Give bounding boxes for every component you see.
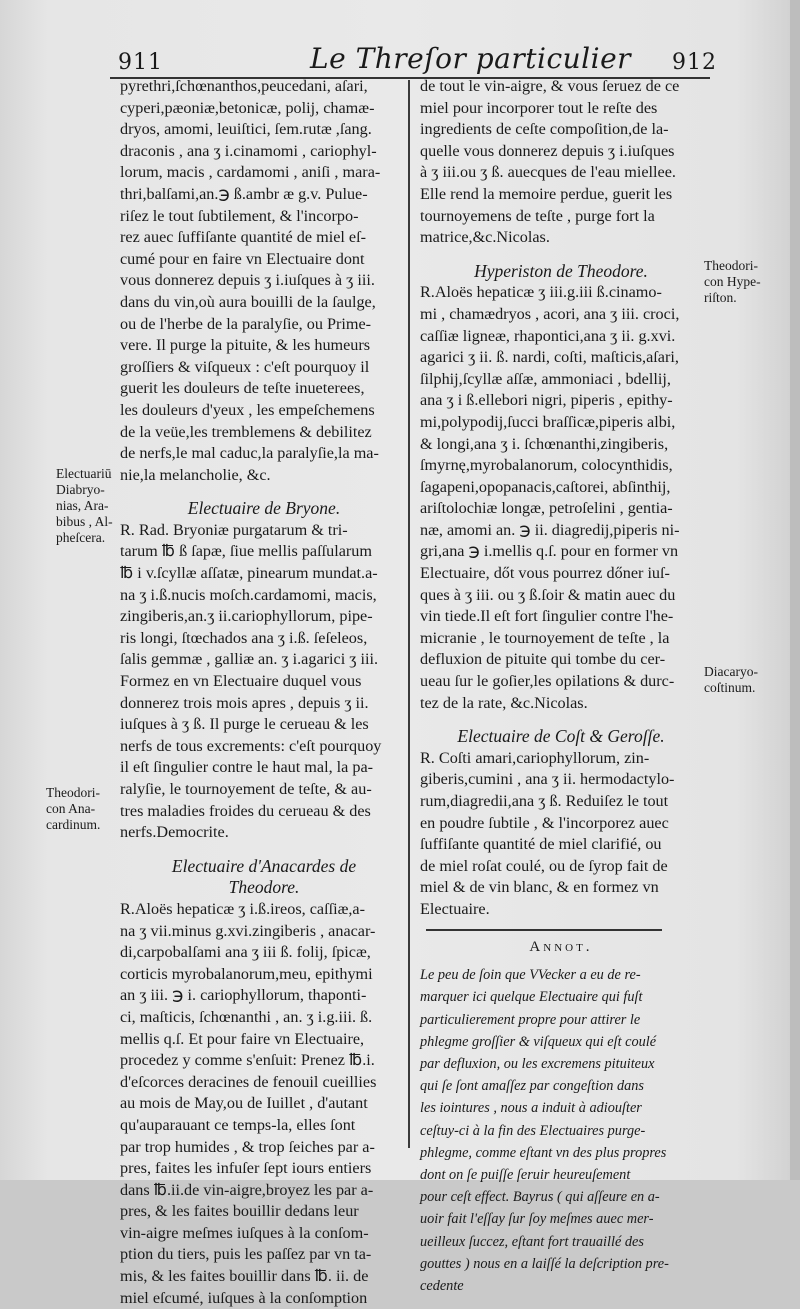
text-line: de miel roſat coulé, ou de ſyrop fait de [420, 856, 668, 875]
annotation-line: marquer ici quelque Electuaire qui fuſt [420, 989, 643, 1006]
heading-anacardes-2: Theodore. [228, 877, 300, 898]
heading-cost-gerofle: Electuaire de Coſt & Geroſſe. [457, 726, 665, 747]
text-line: nerfs de tous excrements: c'eſt pourquoy [120, 736, 382, 755]
annotation-line: les iointures , nous a induit à adiouſter [420, 1100, 642, 1117]
text-line: donnerez trois mois apres , depuis ʒ ii. [120, 693, 369, 712]
margin-line: con Hype- [704, 274, 761, 289]
text-line: R. Rad. Bryoniæ purgatarum & tri- [120, 520, 348, 539]
text-line: guerit les douleurs de teſte inueterees, [120, 379, 365, 398]
text-line: matrice,&c.Nicolas. [420, 228, 550, 247]
text-line: en poudre ſubtile , & l'incorporez auec [420, 813, 669, 832]
text-line: agarici ʒ ii. ß. nardi, coſti, maſticis,aſari, [420, 348, 679, 367]
text-line: mellis q.ſ. Et pour faire vn Electuaire, [120, 1029, 365, 1048]
text-line: R.Aloës hepaticæ ʒ iii.g.iii ß.cinamo- [420, 283, 662, 302]
text-line: an ʒ iii. ℈ i. cariophyllorum, thaponti- [120, 986, 367, 1005]
annotation-line: gouttes ) nous en a laiſſé la deſcription pre- [420, 1255, 669, 1272]
text-line: à ʒ iii.ou ʒ ß. auecques de l'eau miellee. [420, 163, 676, 182]
text-line: giberis,cumini , ana ʒ ii. hermodactylo- [420, 770, 675, 789]
text-line: quelle vous donnerez depuis ʒ i.iuſques [420, 141, 675, 160]
text-line: tres maladies froides du cerueau & des [120, 801, 371, 820]
text-line: pyrethri,ſchœnanthos,peucedani, aſari, [120, 77, 368, 95]
text-line: miel eſcumé, iuſques à la conſomption [120, 1288, 368, 1307]
text-line: mi,polypodij,ſucci braſſicæ,piperis albi, [420, 412, 676, 431]
text-line: cumé pour en faire vn Electuaire dont [120, 249, 365, 268]
text-line: tez de la rate, &c.Nicolas. [420, 693, 588, 712]
text-line: pres, faites les infuſer ſept iours entiers [120, 1159, 372, 1178]
text-line: nie,la melancholie, &c. [120, 465, 271, 484]
text-block-anacardes [120, 899, 408, 1309]
heading-bryone: Electuaire de Bryone. [187, 498, 341, 519]
text-line: R. Coſti amari,cariophyllorum, zin- [420, 748, 650, 767]
text-line: vere. Il purge la pituite, & les humeurs [120, 336, 371, 355]
text-line: thri,balſami,an.℈ ß.ambr æ g.v. Pulue- [120, 184, 368, 203]
text-line: di,carpobalſami ana ʒ iii ß. folij, ſpicæ, [120, 943, 371, 962]
column-divider [408, 80, 410, 1148]
text-line: corticis myrobalanorum,meu, epithymi [120, 964, 373, 983]
margin-note-theodoricon-hyperiston [704, 258, 761, 306]
text-line: dryos, amomi, leuiſtici, ſem.rutæ ,ſang. [120, 120, 372, 139]
margin-line: Theodori- [704, 258, 758, 273]
left-column [120, 76, 408, 1309]
text-line: de tout le vin-aigre, & vous ſeruez de ce [420, 77, 680, 95]
annotation-line: ceſtuy-ci à la fin des Electuaires purge- [420, 1122, 646, 1139]
text-line: dans du vin,où aura bouilli de la ſaulge, [120, 292, 376, 311]
margin-line: cardinum. [46, 817, 101, 832]
text-line: ſmyrnę,myrobalanorum, colocynthidis, [420, 456, 673, 475]
text-line: næ, amomi an. ℈ ii. diagredij,piperis ni- [420, 520, 680, 539]
text-line: nerfs.Democrite. [120, 823, 229, 842]
text-line: iuſques à ʒ ß. Il purge le cerueau & les [120, 715, 369, 734]
annotation-line: uoir fait l'eſſay ſur ſoy meſmes auec mer- [420, 1211, 654, 1228]
text-block-bryone [120, 520, 408, 844]
annotation-line: ueilleux ſuccez, eſtant fort trauaillé des [420, 1233, 644, 1250]
text-line: mi , chamædryos , acori, ana ʒ iii. croci, [420, 304, 680, 323]
text-line: ſagapeni,opopanacis,caſtorei, abſinthij, [420, 477, 671, 496]
margin-line: Electuariū [56, 466, 112, 481]
text-line: Formez en vn Electuaire duquel vous [120, 672, 362, 691]
text-block-hyperiston [420, 282, 702, 714]
text-line: zingiberis,an.ʒ ii.cariophyllorum, pipe- [120, 607, 373, 626]
annotation-line: qui ſe ſont amaſſez par congeſtion dans [420, 1078, 644, 1095]
heading-hyperiston: Hyperiston de Theodore. [474, 260, 648, 281]
annotation-block [420, 964, 702, 1297]
annotation-line: phlegme groſſier & viſqueux qui eſt coulé [420, 1033, 657, 1050]
text-line: tournoyemens de teſte , purge fort la [420, 206, 655, 225]
right-column [420, 76, 702, 1297]
text-line: miel & de vin blanc, & en formez vn [420, 878, 659, 897]
right-page-number: 912 [672, 50, 717, 75]
text-line: ſuffiſante quantité de miel clarifié, ou [420, 835, 662, 854]
text-line: ou de l'herbe de la paralyſie, ou Prime- [120, 314, 372, 333]
text-block-pyrethri [120, 76, 408, 486]
text-line: au mois de May,ou de Iuillet , d'autant [120, 1094, 368, 1113]
text-line: caſſiæ ligneæ, rhapontici,ana ʒ ii. g.xvi. [420, 326, 676, 345]
text-line: qu'auparauant ce temps-la, elles ſont [120, 1115, 356, 1134]
text-line: rez auec ſuffiſante quantité de miel eſ- [120, 228, 366, 247]
text-line: ueau ſur le goſier,les opilations & durc- [420, 672, 675, 691]
text-line: cyperi,pæoniæ,betonicæ, polij, chamæ- [120, 98, 375, 117]
text-line: tarum ℔ ß ſapæ, ſiue mellis paſſularum [120, 542, 372, 561]
text-line: d'eſcorces deracines de fenouil cueillies [120, 1072, 377, 1091]
text-line: miel pour incorporer tout le reſte des [420, 98, 658, 117]
text-line: pres, & les faites bouillir dedans leur [120, 1202, 359, 1221]
margin-line: pheſcera. [56, 530, 106, 545]
margin-line: riſton. [704, 290, 737, 305]
page-edge [790, 0, 800, 1180]
text-line: il eſt ſingulier contre le haut mal, la pa- [120, 758, 374, 777]
text-line: rum,diagredii,ana ʒ ß. Reduiſez le tout [420, 792, 669, 810]
annotation-line: phlegme, comme eſtant vn des plus propres [420, 1144, 667, 1161]
annotation-line: pour ceſt effect. Bayrus ( qui aſſeure en a- [420, 1189, 660, 1206]
text-line: ralyſie, le tournoyement de teſte, & au- [120, 780, 372, 798]
annotation-line: Le peu de ſoin que VVecker a eu de re- [420, 967, 641, 984]
annotation-line: particulierement propre pour attirer le [420, 1011, 641, 1028]
annotation-line: cedente [420, 1278, 464, 1294]
text-line: de nerfs,le mal caduc,la paralyſie,la ma- [120, 444, 379, 463]
text-line: par trop humides , & trop ſeiches par a- [120, 1137, 375, 1156]
text-line: groſſiers & viſqueux : c'eſt pourquoy il [120, 357, 370, 376]
left-page-number: 911 [118, 50, 163, 75]
text-line: ques à ʒ iii. ou ʒ ß.ſoir & matin auec du [420, 585, 676, 604]
text-line: Electuaire. [420, 899, 490, 918]
margin-note-theodoricon-anacardinum [46, 785, 100, 833]
margin-line: Diacaryo- [704, 664, 758, 679]
text-line: micranie , le tournoyement de teſte , la [420, 628, 670, 647]
annotation-line: dont on ſe puiſſe ſeruir heureuſement [420, 1166, 631, 1183]
text-line: R.Aloës hepaticæ ʒ i.ß.ireos, caſſiæ,a- [120, 899, 365, 918]
text-line: ris longi, ſtœchados ana ʒ i.ß. ſeſeleos, [120, 628, 368, 647]
text-block-continuation [420, 76, 702, 249]
margin-line: bibus , Al- [56, 514, 113, 529]
text-line: dans ℔.ii.de vin-aigre,broyez les par a- [120, 1180, 374, 1199]
text-line: les douleurs d'yeux , les empeſchemens [120, 400, 375, 419]
running-title: Le Threſor particulier [310, 42, 632, 75]
text-line: ana ʒ i ß.ellebori nigri, piperis , epithy- [420, 391, 673, 410]
text-line: ℔ i v.ſcyllæ aſſatæ, pinearum mundat.a- [120, 564, 378, 583]
text-line: Electuaire, dőt vous pourrez dőner iuſ- [420, 564, 670, 583]
text-line: vin-aigre meſmes iuſques à la conſom- [120, 1223, 369, 1242]
annotation-line: par defluxion, ou les excremens pituiteux [420, 1055, 655, 1072]
text-line: de la veüe,les tremblemens & debilitez [120, 422, 372, 441]
margin-note-diacaryocostinum [704, 664, 758, 696]
text-line: ariſtolochiæ longæ, petroſelini , gentia- [420, 499, 673, 518]
annotation-heading: Annot. [529, 938, 593, 955]
text-line: na ʒ i.ß.nucis moſch.cardamomi, macis, [120, 585, 377, 604]
text-line: defluxion de pituite qui tombe du cer- [420, 650, 666, 669]
text-line: lorum, macis , cardamomi , aniſi , mara- [120, 163, 381, 182]
margin-line: Theodori- [46, 785, 100, 800]
margin-line: con Ana- [46, 801, 96, 816]
text-line: riſez le tout ſubtilement, & l'incorpo- [120, 206, 359, 225]
margin-line: nias, Ara- [56, 498, 109, 513]
text-line: procedez y comme s'enſuit: Prenez ℔.i. [120, 1051, 375, 1070]
text-line: ingredients de ceſte compoſition,de la- [420, 120, 669, 139]
margin-line: coſtinum. [704, 680, 756, 695]
text-line: vin tiede.Il eſt fort ſingulier contre l'he- [420, 607, 674, 626]
text-line: gri,ana ℈ i.mellis q.ſ. pour en former vn [420, 542, 679, 561]
margin-note-diabryonias [56, 466, 113, 546]
text-line: na ʒ vii.minus g.xvi.zingiberis , anacar- [120, 921, 376, 940]
text-line: Elle rend la memoire perdue, guerit les [420, 184, 673, 203]
text-line: ſalis gemmæ , galliæ an. ʒ i.agarici ʒ iii. [120, 650, 379, 669]
heading-anacardes: Electuaire d'Anacardes de [171, 855, 357, 876]
text-line: ption du tiers, puis les paſſez par vn ta- [120, 1245, 372, 1264]
text-line: draconis , ana ʒ i.cinamomi , cariophyl- [120, 141, 377, 160]
text-line: ci, maſticis, ſchœnanthi , an. ʒ i.g.iii. ß. [120, 1007, 373, 1026]
text-line: & longi,ana ʒ i. ſchœnanthi,zingiberis, [420, 434, 669, 453]
margin-line: Diabryo- [56, 482, 105, 497]
text-line: vous donnerez depuis ʒ i.iuſques à ʒ iii. [120, 271, 375, 290]
text-line: ſilphij,ſcyllæ aſſæ, ammoniaci , bdellij, [420, 369, 671, 388]
text-line: mis, & les faites bouillir dans ℔. ii. de [120, 1267, 369, 1286]
text-block-cost [420, 748, 702, 921]
